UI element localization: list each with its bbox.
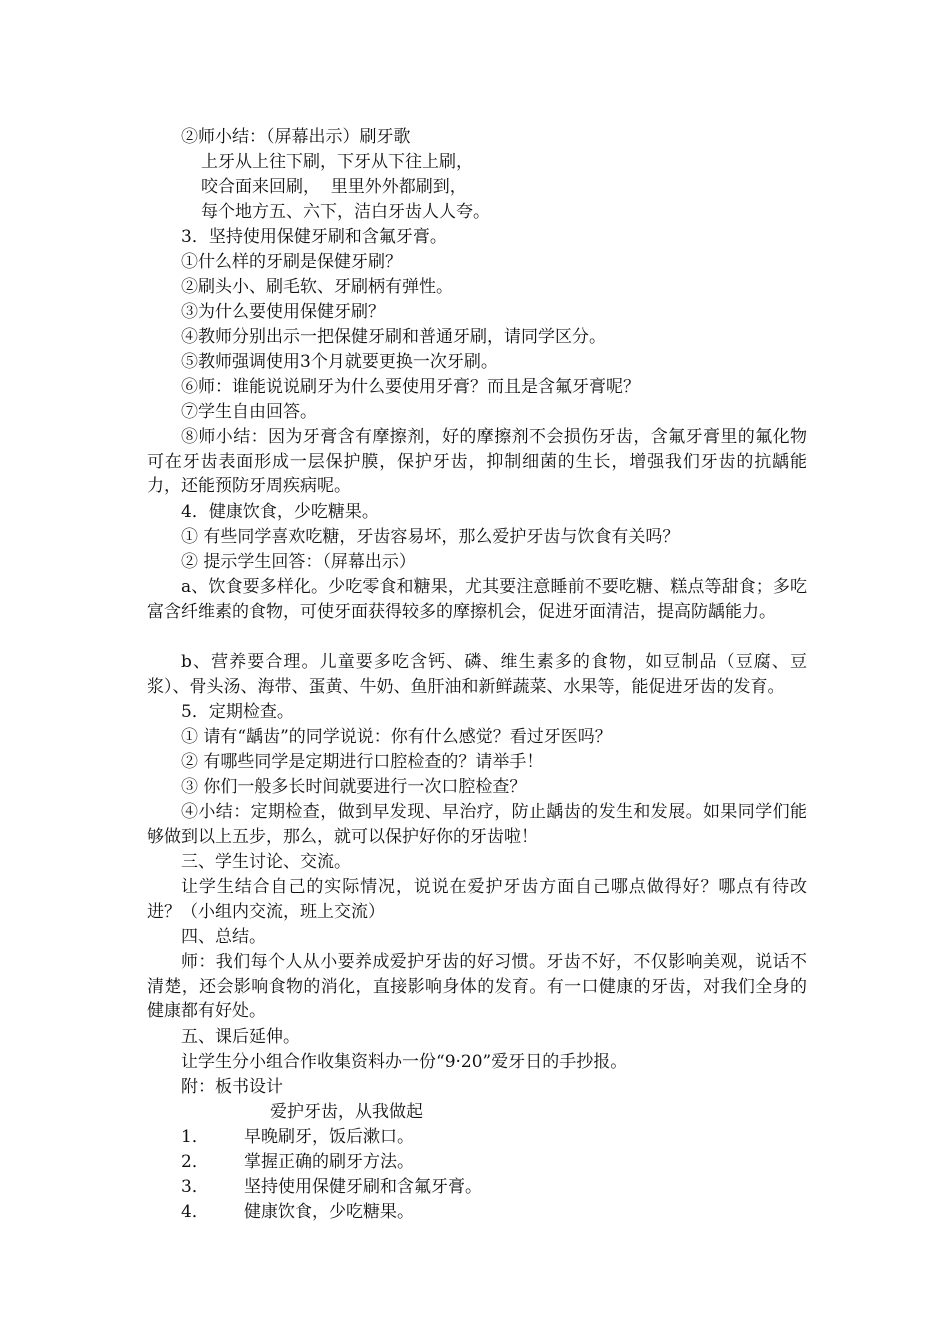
section-heading-extension: 五、课后延伸。 — [181, 1027, 300, 1047]
list-item: ② 有哪些同学是定期进行口腔检查的？请举手！ — [181, 752, 544, 772]
board-list-item — [181, 1150, 414, 1174]
song-line-1: 上牙从上往下刷，下牙从下往上刷， — [201, 152, 473, 172]
paragraph-text: ⑧师小结：因为牙膏含有摩擦剂，好的摩擦剂不会损伤牙齿，含氟牙膏里的氟化物可在牙齿表面形成一层保护膜，保护牙齿，抑制细菌的生长，增强我们牙齿的抗龋能力，还能预防牙周疾病呢。 — [147, 427, 807, 497]
paragraph-text: b、营养要合理。儿童要多吃含钙、磷、维生素多的食物，如豆制品（豆腐、豆浆）、骨头汤、海带、蛋黄、牛奶、鱼肝油和新鲜蔬菜、水果等，能促进牙齿的发育。 — [147, 652, 807, 697]
paragraph-text: ④小结：定期检查，做到早发现、早治疗，防止龋齿的发生和发展。如果同学们能够做到以上五步，那么，就可以保护好你的牙齿啦！ — [147, 802, 807, 847]
paragraph-diet-variety — [147, 575, 807, 624]
song-line-3: 每个地方五、六下，洁白牙齿人人夸。 — [201, 202, 490, 222]
paragraph-checkup-summary — [147, 800, 807, 849]
board-list-item — [181, 1175, 482, 1199]
board-title: 爱护牙齿，从我做起 — [270, 1102, 423, 1122]
list-item: ① 请有“龋齿”的同学说说：你有什么感觉？看过牙医吗？ — [181, 727, 612, 747]
summary-heading: ②师小结：（屏幕出示）刷牙歌 — [181, 127, 411, 147]
list-item: ② 提示学生回答：（屏幕出示） — [181, 552, 416, 572]
board-item-number: 3． — [181, 1177, 209, 1197]
list-item: ②刷头小、刷毛软、牙刷柄有弹性。 — [181, 277, 453, 297]
list-item: ①什么样的牙刷是保健牙刷？ — [181, 252, 402, 272]
board-list-item — [181, 1200, 414, 1224]
paragraph-conclusion — [147, 950, 807, 1024]
board-item-text: 掌握正确的刷牙方法。 — [244, 1152, 414, 1172]
extension-text: 让学生分小组合作收集资料办一份“9·20”爱牙日的手抄报。 — [181, 1052, 628, 1072]
paragraph-text: 师：我们每个人从小要养成爱护牙齿的好习惯。牙齿不好，不仅影响美观，说话不清楚，还会影响食物的消化，直接影响身体的发育。有一口健康的牙齿，对我们全身的健康都有好处。 — [147, 952, 807, 1022]
board-item-number: 4． — [181, 1202, 209, 1222]
board-item-text: 健康饮食，少吃糖果。 — [244, 1202, 414, 1222]
board-item-text: 早晚刷牙，饭后漱口。 — [244, 1127, 414, 1147]
paragraph-text: 让学生结合自己的实际情况，说说在爱护牙齿方面自己哪点做得好？哪点有待改进？（小组内交流，班上交流） — [147, 877, 807, 922]
list-item: ⑥师：谁能说说刷牙为什么要使用牙膏？而且是含氟牙膏呢？ — [181, 377, 640, 397]
board-list-item — [181, 1125, 414, 1149]
list-item: ④教师分别出示一把保健牙刷和普通牙刷，请同学区分。 — [181, 327, 606, 347]
paragraph-discussion — [147, 875, 807, 924]
board-item-number: 1． — [181, 1127, 209, 1147]
paragraph-nutrition — [147, 650, 807, 699]
section-heading-summary: 四、总结。 — [181, 927, 266, 947]
paragraph-text: a、饮食要多样化。少吃零食和糖果，尤其要注意睡前不要吃糖、糕点等甜食；多吃富含纤维素的食物，可使牙面获得较多的摩擦机会，促进牙面清洁，提高防龋能力。 — [147, 577, 807, 622]
board-design-label: 附：板书设计 — [181, 1077, 283, 1097]
list-item: ⑤教师强调使用3个月就要更换一次牙刷。 — [181, 352, 498, 372]
paragraph-summary-toothpaste — [147, 425, 807, 499]
list-item: ⑦学生自由回答。 — [181, 402, 317, 422]
list-item: ③ 你们一般多长时间就要进行一次口腔检查？ — [181, 777, 527, 797]
list-item: ① 有些同学喜欢吃糖，牙齿容易坏，那么爱护牙齿与饮食有关吗？ — [181, 527, 680, 547]
board-item-text: 坚持使用保健牙刷和含氟牙膏。 — [244, 1177, 482, 1197]
section-heading-discussion: 三、学生讨论、交流。 — [181, 852, 351, 872]
board-item-number: 2． — [181, 1152, 209, 1172]
section-heading-4: 4．健康饮食，少吃糖果。 — [181, 502, 379, 522]
section-heading-3: 3．坚持使用保健牙刷和含氟牙膏。 — [181, 227, 447, 247]
list-item: ③为什么要使用保健牙刷？ — [181, 302, 385, 322]
song-line-2: 咬合面来回刷， 里里外外都刷到， — [201, 177, 467, 197]
section-heading-5: 5．定期检查。 — [181, 702, 294, 722]
